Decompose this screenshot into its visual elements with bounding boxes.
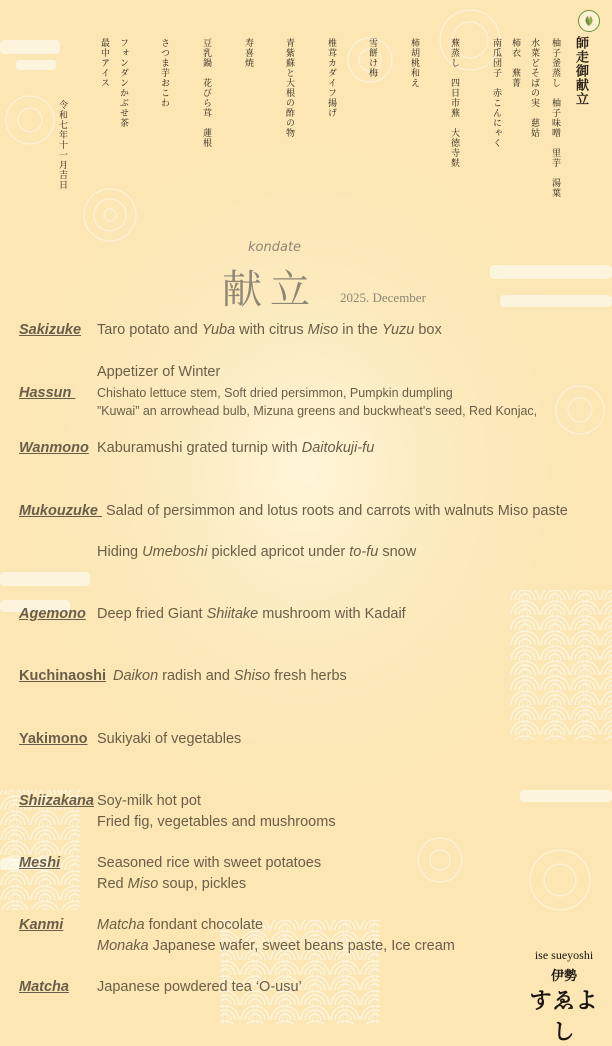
italic-term: Daitokuji-fu <box>301 440 375 456</box>
italic-term: Monaka <box>97 938 149 954</box>
course-name-sakizuke: Sakizuke <box>19 322 82 338</box>
kondate-romaji: kondate <box>248 240 302 255</box>
course-desc: Appetizer of Winter <box>97 364 221 380</box>
jp-menu-line: フォンダンかぶせ茶 <box>118 38 128 128</box>
italic-term: Shiso <box>233 668 271 684</box>
leaf-logo-icon <box>578 10 600 32</box>
italic-term: Miso <box>307 322 339 338</box>
course-desc: Kaburamushi grated turnip with Daitokuji-fu <box>97 440 375 456</box>
course-desc: Sukiyaki of vegetables <box>97 731 242 747</box>
course-desc: ”Kuwai” an arrowhead bulb, Mizuna greens and buckwheat's seed, Red Konjac, <box>97 404 538 418</box>
course-name-mukouzuke: Mukouzuke <box>19 503 102 519</box>
course-desc: Monaka Japanese wafer, sweet beans paste, Ice cream <box>97 938 455 954</box>
course-desc: Seasoned rice with sweet potatoes <box>97 855 322 871</box>
course-name-kanmi: Kanmi <box>19 917 64 933</box>
course-desc: Matcha fondant chocolate <box>97 917 264 933</box>
italic-term: Miso <box>127 876 159 892</box>
jp-menu-line: 最中アイス <box>99 38 109 88</box>
brand-block <box>522 948 606 1046</box>
italic-term: Shiitake <box>206 606 259 622</box>
jp-menu-line: 柿胡桃和え <box>409 38 419 88</box>
course-name-agemono: Agemono <box>19 606 86 622</box>
course-name-kuchinaoshi: Kuchinaoshi <box>19 668 107 684</box>
italic-term: Yuba <box>201 322 236 338</box>
course-name-matcha: Matcha <box>19 979 69 995</box>
course-desc: Hiding Umeboshi pickled apricot under to-fu snow <box>97 544 417 560</box>
brand-logo: すゑよし <box>529 988 599 1045</box>
course-desc: Taro potato and Yuba with citrus Miso in the Yuzu box <box>97 322 442 338</box>
course-desc: Soy-milk hot pot <box>97 793 201 809</box>
jp-menu-line: 椎茸カダイフ揚げ <box>326 38 336 118</box>
italic-term: to-fu <box>349 544 379 560</box>
course-desc: Deep fried Giant Shiitake mushroom with Kadaif <box>97 606 406 622</box>
jp-menu-line: 雪餅け梅 <box>367 38 377 78</box>
jp-menu-line: 南瓜団子 赤こんにゃく <box>491 38 501 148</box>
course-name-wanmono: Wanmono <box>19 440 89 456</box>
jp-menu-date: 令和七年十一月吉日 <box>57 100 67 190</box>
italic-term: Matcha <box>97 917 145 933</box>
course-desc: Red Miso soup, pickles <box>97 876 247 892</box>
course-desc: Chishato lettuce stem, Soft dried persimmon, Pumpkin dumpling <box>97 386 453 400</box>
italic-term: Yuzu <box>381 322 415 338</box>
course-desc: Daikon radish and Shiso fresh herbs <box>113 668 347 684</box>
jp-menu-title: 師走御献立 <box>573 36 588 106</box>
italic-term: Umeboshi <box>142 544 208 560</box>
course-name-hassun: Hassun <box>19 385 76 401</box>
course-desc: Japanese powdered tea ‘O-usu’ <box>97 979 302 995</box>
course-desc: Salad of persimmon and lotus roots and carrots with walnuts Miso paste <box>106 503 568 519</box>
menu-date: 2025. December <box>340 290 426 305</box>
jp-menu-line: 柿衣 蕪菁 <box>510 38 520 88</box>
course-name-meshi: Meshi <box>19 855 61 871</box>
jp-menu-line: 豆乳鍋 花びら茸 蓮根 <box>201 38 211 148</box>
jp-menu-line: 青紫蘇と大根の酢の物 <box>284 38 294 138</box>
course-name-shiizakana: Shiizakana <box>19 793 94 809</box>
jp-menu-line: 蕪蒸し 四日市蕪 大徳寺麩 <box>449 38 459 168</box>
brand-name-en: ise sueyoshi <box>534 948 594 962</box>
course-desc: Fried fig, vegetables and mushrooms <box>97 814 336 830</box>
italic-term: Daikon <box>113 668 159 684</box>
brand-name-jp: 伊勢 <box>550 969 577 984</box>
jp-menu-line: さつま芋おこわ <box>159 38 169 108</box>
jp-menu-line: 水菜どそばの実 慈姑 <box>529 38 539 138</box>
jp-menu-line: 柚子釜蒸し 柚子味噌 里芋 湯葉 <box>550 38 560 198</box>
jp-menu-line: 寿喜焼 <box>243 38 253 68</box>
course-name-yakimono: Yakimono <box>19 731 88 747</box>
kondate-title: 献立 <box>222 267 318 313</box>
